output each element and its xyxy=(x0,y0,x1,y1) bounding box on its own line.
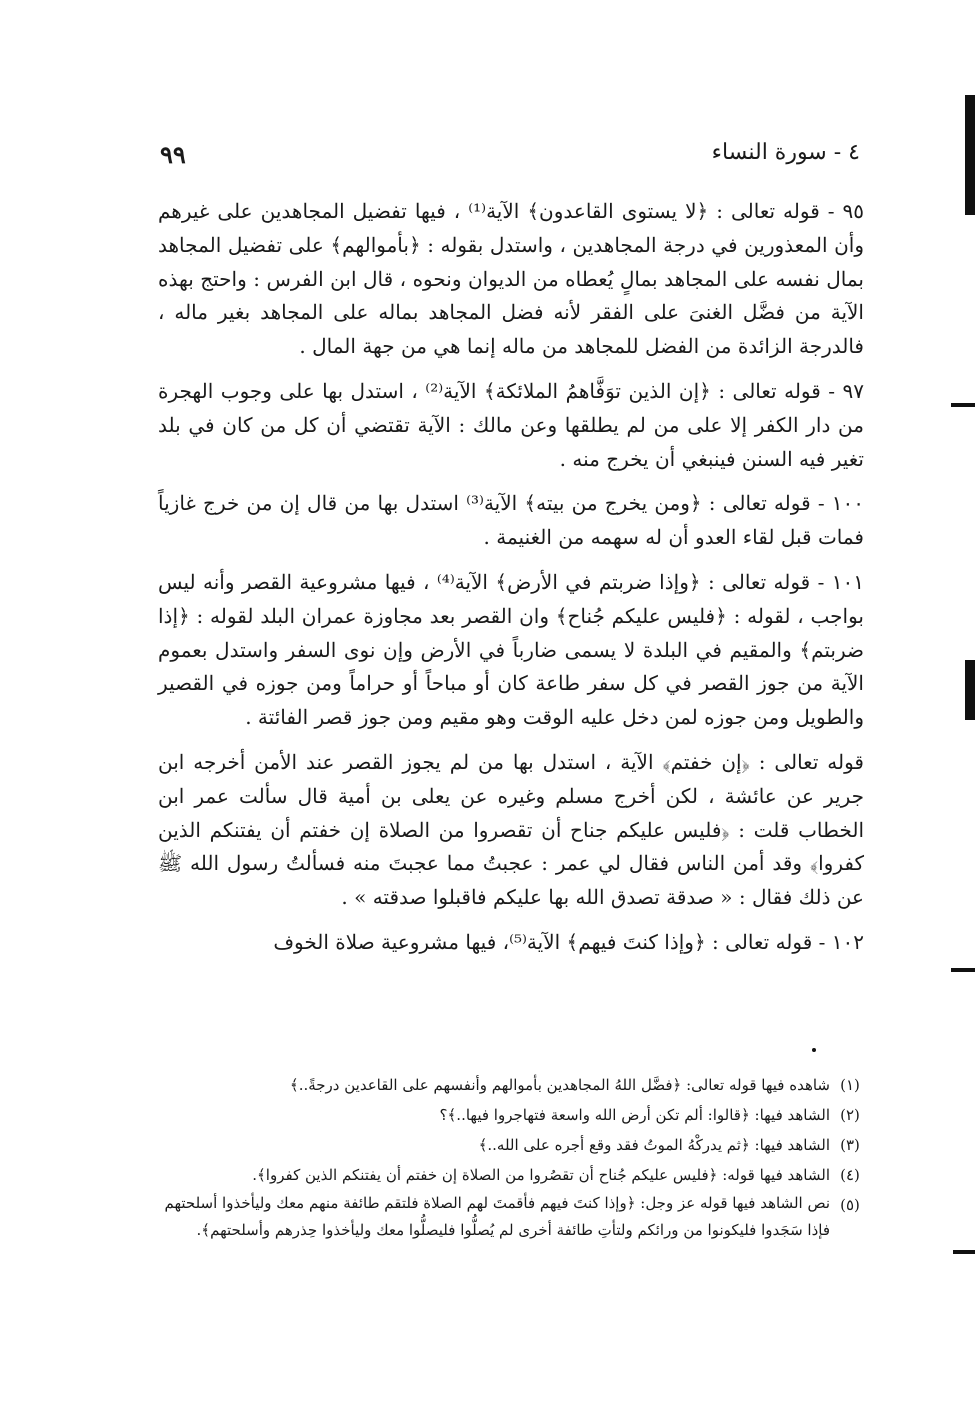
paragraph-100: ١٠٠ - قوله تعالى : ﴿ومن يخرج من بيته﴾ الآية⁽³⁾ استدل بها من قال إن من خرج غازياً فمات قبل لقاء العدو أن له سهمه من الغنيمة . xyxy=(158,491,864,550)
binding-tick xyxy=(951,403,975,407)
footnote xyxy=(158,1190,870,1244)
binding-tick xyxy=(951,968,975,972)
paragraph-97: ٩٧ - قوله تعالى : ﴿إن الذين توَفَّاهمُ الملائكة﴾ الآية⁽²⁾ ، استدل بها على وجوب الهجرة من دار الكفر إلا على من لم يطلقها وعن مالك : الآية تقتضي أن كل من كان في بلد تغير فيه السنن فينبغي أن يخرج منه . xyxy=(158,378,865,471)
footnote-number: (١) xyxy=(840,1076,860,1094)
footnote-text: الشاهد فيها قوله: ﴿فليس عليكم جُناح أن تقصُروا من الصلاة إن خفتم أن يفتنكم الذين كفروا﴾. xyxy=(252,1166,830,1184)
footnote xyxy=(158,1160,870,1190)
footnote-text: شاهده فيها قوله تعالى: ﴿فضَّل اللهُ المجاهدين بأموالهم وأنفسهم على القاعدين درجةً..﴾ xyxy=(289,1076,830,1094)
footnote-text: الشاهد فيها: ﴿قالوا: ألم تكن أرض الله واسعة فتهاجروا فيها..﴾؟ xyxy=(439,1106,830,1124)
footnote xyxy=(158,1130,870,1160)
footnote-number: (٣) xyxy=(840,1136,860,1154)
footnote-number: (٢) xyxy=(840,1106,860,1124)
footnotes xyxy=(158,1070,870,1244)
footnote-number: (٥) xyxy=(840,1196,860,1214)
binding-tick xyxy=(953,1250,975,1254)
continuation-dot xyxy=(812,1048,816,1052)
footnote-number: (٤) xyxy=(840,1166,860,1184)
page-number: ٩٩ xyxy=(160,140,186,169)
running-title: ٤ - سورة النساء xyxy=(711,140,860,165)
footnote-text: نص الشاهد فيها قوله عز وجل: ﴿وإذا كنتَ فيهم فأقمتَ لهم الصلاة فلتقم طائفة منهم معك وليأخذوا أسلحتهم فإذا سَجَدوا فليكونوا من ورائكم ولتأتِ طائفة أخرى لم يُصلُّوا فليصلُّوا معك وليأخذوا حِذرهم وأسلحتهم﴾. xyxy=(164,1194,830,1239)
footnote-text: الشاهد فيها: ﴿ثم يدركْهُ الموتُ فقد وقع أجره على الله..﴾ xyxy=(478,1136,830,1154)
paragraph-95: ٩٥ - قوله تعالى : ﴿لا يستوى القاعدون﴾ الآية⁽¹⁾ ، فيها تفضيل المجاهدين على غيرهم وأن المعذورين في درجة المجاهدين ، واستدل بقوله : ﴿بأموالهم﴾ على تفضيل المجاهد بمال نفسه على المجاهد بمالٍ يُعطاه من الديوان ونحوه ، قال ابن الفرس : واحتج بهذه الآية من فضَّل الغنىَ على الفقر لأنه فضل المجاهد بماله على المجاهد بغير ماله ، فالدرجة الزائدة من الفضل للمجاهد من ماله إنما هي من جهة المال . xyxy=(158,199,864,359)
footnote xyxy=(158,1100,870,1130)
binding-mark xyxy=(965,95,975,215)
footnote xyxy=(158,1070,870,1100)
page-header xyxy=(160,140,860,176)
paragraph-101: ١٠١ - قوله تعالى : ﴿وإذا ضربتم في الأرض﴾ الآية⁽⁴⁾ ، فيها مشروعية القصر وأنه ليس بواجب ، لقوله : ﴿فليس عليكم جُناح﴾ وان القصر بعد مجاوزة عمران البلد لقوله : ﴿إذا ضربتم﴾ والمقيم في البلدة لا يسمى ضارباً في الأرض وإن نوى السفر واستدل بعموم الآية من جوز القصر في كل سفر طاعة كان أو مباحاً أو حراماً ومن جوزه في القصير والطويل ومن جوزه لمن دخل عليه الوقت وهو مقيم ومن جوز قصر الفائتة . xyxy=(158,569,864,730)
paragraph-102: ١٠٢ - قوله تعالى : ﴿وإذا كنتَ فيهم﴾ الآية⁽⁵⁾، فيها مشروعية صلاة الخوف xyxy=(273,929,864,954)
paragraph-101-continued: قوله تعالى : ﴿إن خفتم﴾ الآية ، استدل بها من لم يجوز القصر عند الأمن أخرجه ابن جرير عن عائشة ، لكن أخرج مسلم وغيره عن يعلى بن أمية قال سألت عمر ابن الخطاب قلت : ﴿فليس عليكم جناح أن تقصروا من الصلاة إن خفتم أن يفتنكم الذين كفروا﴾ وقد أمن الناس فقال لي عمر : عجبتُ مما عجبتَ منه فسألتُ رسول الله ﷺ عن ذلك فقال : « صدقة تصدق الله بها عليكم فاقبلوا صدقته » . xyxy=(158,749,865,910)
body-text xyxy=(158,195,864,971)
binding-mark xyxy=(965,660,975,720)
